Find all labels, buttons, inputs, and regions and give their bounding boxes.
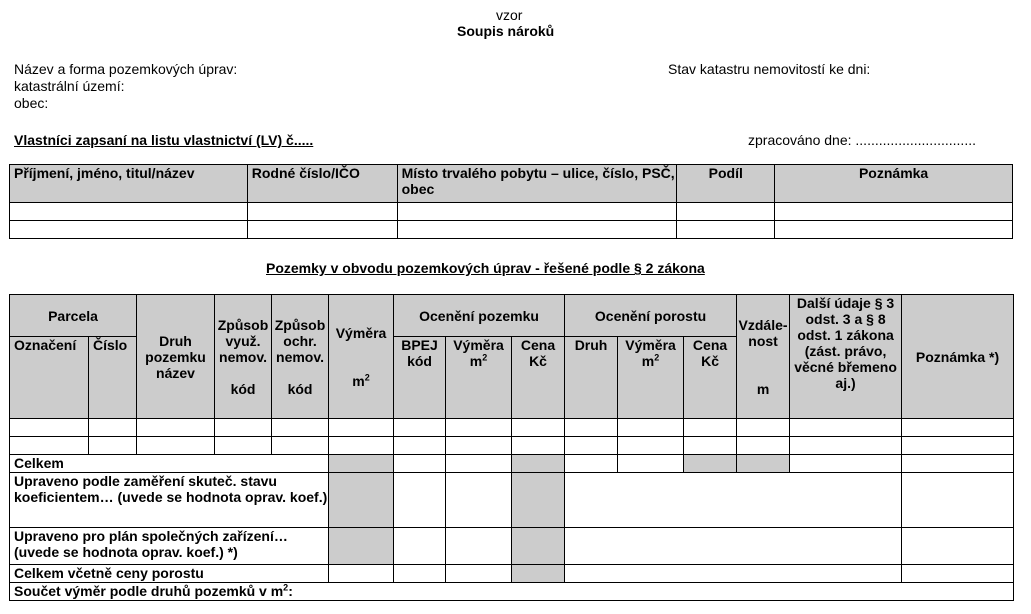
vymera-unit-sup: 2 bbox=[364, 371, 370, 382]
section-title: Pozemky v obvodu pozemkových úprav - řešené podle § 2 zákona bbox=[266, 260, 705, 276]
oceneni-pozemku-header: Ocenění pozemku bbox=[394, 295, 565, 337]
vymera-header bbox=[329, 295, 394, 419]
document-title: Soupis nároků bbox=[457, 23, 555, 39]
obec-label: obec: bbox=[14, 95, 49, 111]
vymera-unit: m bbox=[352, 372, 365, 389]
zpusob-ochr-header bbox=[272, 295, 329, 419]
dalsi-udaje-header: Další údaje § 3 odst. 3 a § 8 odst. 1 zákona (zást. právo, věcné břemeno aj.) bbox=[790, 295, 902, 419]
vlastnici-label: Vlastníci zapsaní na listu vlastnictví (LV) č..... bbox=[14, 132, 314, 148]
porost-vymera-sup: 2 bbox=[654, 352, 660, 363]
porost-vymera-header bbox=[618, 337, 684, 419]
table-row bbox=[10, 419, 1014, 437]
upraveno-plan-label: Upraveno pro plán společných zařízení… (uvede se hodnota oprav. koef.) *) bbox=[10, 528, 329, 565]
upraveno-zamereni-row bbox=[10, 473, 1014, 528]
porost-cena-header: Cena Kč bbox=[684, 337, 737, 419]
nazev-forma-label: Název a forma pozemkových úprav: bbox=[14, 61, 238, 77]
vzdalenost-unit: m bbox=[756, 380, 770, 397]
owners-col-note: Poznámka bbox=[775, 165, 1013, 203]
owners-col-id: Rodné číslo/IČO bbox=[247, 165, 397, 203]
celkem-row bbox=[10, 455, 1014, 473]
table-row bbox=[10, 221, 1013, 239]
cislo-header: Číslo bbox=[89, 337, 137, 419]
owners-table bbox=[9, 164, 1013, 239]
oznaceni-header: Označení bbox=[10, 337, 89, 419]
pozemek-vymera-sup: 2 bbox=[482, 352, 488, 363]
vymera-label: Výměra bbox=[335, 324, 387, 341]
zpusob-ochr-kod: kód bbox=[287, 380, 313, 397]
celkem-porost-row bbox=[10, 565, 1014, 583]
zpusob-vyuz-header bbox=[215, 295, 272, 419]
upraveno-plan-row bbox=[10, 528, 1014, 565]
vzdalenost-label: Vzdále-nost bbox=[738, 316, 788, 349]
celkem-label: Celkem bbox=[10, 455, 329, 473]
owners-col-share: Podíl bbox=[677, 165, 775, 203]
soucet-label: Součet výměr podle druhů pozemků v m bbox=[14, 583, 284, 599]
owners-col-name: Příjmení, jméno, titul/název bbox=[10, 165, 248, 203]
bpej-header: BPEJ kód bbox=[394, 337, 446, 419]
land-table bbox=[9, 294, 1014, 601]
zpusob-vyuz-kod: kód bbox=[230, 380, 256, 397]
poznamka-header: Poznámka *) bbox=[902, 295, 1014, 419]
zpracovano-label: zpracováno dne: ............................... bbox=[748, 132, 976, 148]
soucet-row bbox=[10, 583, 1014, 601]
zpusob-vyuz-label: Způsob využ. nemov. bbox=[217, 316, 269, 365]
porost-druh-header: Druh bbox=[565, 337, 618, 419]
soucet-cell bbox=[10, 583, 1014, 601]
parcela-header: Parcela bbox=[10, 295, 137, 337]
zpusob-ochr-label: Způsob ochr. nemov. bbox=[274, 316, 326, 365]
katastralni-uzemi-label: katastrální území: bbox=[14, 78, 125, 94]
vzor-label: vzor bbox=[496, 7, 523, 23]
upraveno-zamereni-label: Upraveno podle zaměření skuteč. stavu koeficientem… (uvede se hodnota oprav. koef.) bbox=[10, 473, 329, 528]
pozemek-vymera-label: Výměra m bbox=[453, 337, 504, 369]
owners-col-address: Místo trvalého pobytu – ulice, číslo, PSČ, obec bbox=[397, 165, 677, 203]
stav-katastru-label: Stav katastru nemovitostí ke dni: bbox=[668, 61, 871, 77]
vzdalenost-header bbox=[737, 295, 790, 419]
soucet-suffix: : bbox=[288, 583, 293, 599]
porost-vymera-label: Výměra m bbox=[625, 337, 676, 369]
celkem-porost-label: Celkem včetně ceny porostu bbox=[10, 565, 329, 583]
oceneni-porostu-header: Ocenění porostu bbox=[565, 295, 737, 337]
pozemek-cena-header: Cena Kč bbox=[512, 337, 565, 419]
pozemek-vymera-header bbox=[446, 337, 512, 419]
druh-pozemku-header: Druh pozemku název bbox=[137, 295, 215, 419]
table-row bbox=[10, 437, 1014, 455]
soucet-sup: 2 bbox=[283, 582, 289, 593]
table-row bbox=[10, 203, 1013, 221]
